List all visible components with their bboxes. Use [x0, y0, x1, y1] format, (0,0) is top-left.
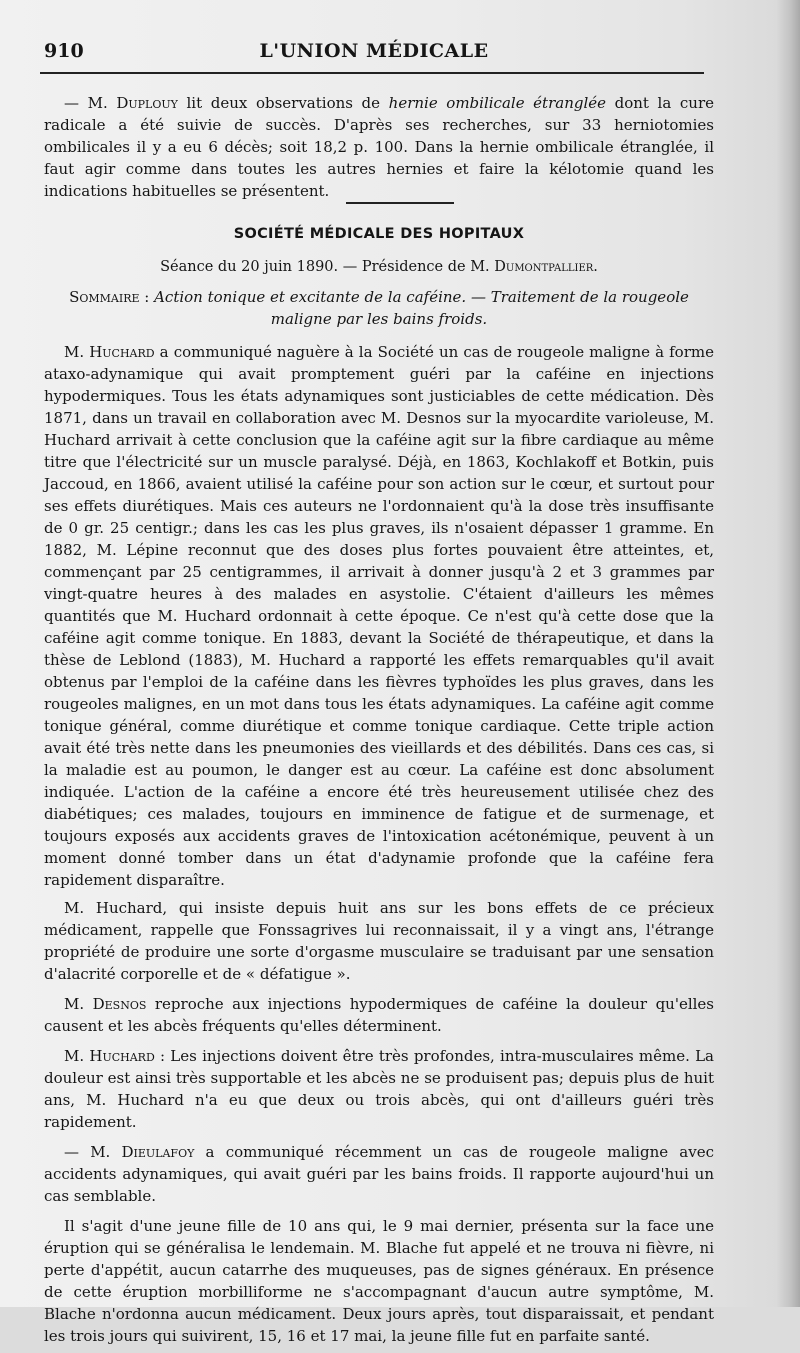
paragraph	[44, 897, 714, 985]
paragraph-speaker: M. Huchard	[64, 1047, 155, 1065]
summary-label: Sommaire	[69, 288, 140, 306]
header-rule	[40, 72, 704, 74]
page-number: 910	[44, 40, 84, 62]
intro-paragraph	[44, 92, 714, 202]
seance-prefix: Séance du 20 juin 1890. — Présidence de M.	[160, 259, 495, 275]
paragraph	[44, 1141, 714, 1207]
paragraph	[44, 993, 714, 1037]
body-text	[44, 341, 714, 1353]
page-gutter-shadow	[776, 0, 800, 1307]
paragraph	[44, 341, 714, 891]
summary-colon: :	[139, 288, 155, 306]
intro-italic: hernie ombilicale étranglée	[388, 94, 607, 112]
paragraph-text: a communiqué récemment un cas de rougeole maligne avec accidents adynamiques, qui avait guéri par les bains froids. Il rapporte aujourd'hui un cas semblable.	[44, 1143, 714, 1205]
section-title: SOCIÉTÉ MÉDICALE DES HOPITAUX	[233, 226, 525, 242]
paragraph	[44, 1045, 714, 1133]
president-name: Dumontpallier.	[494, 259, 598, 275]
intro-speaker: — M. Duplouy	[64, 94, 178, 112]
paragraph-text: reproche aux injections hypodermiques de caféine la douleur qu'elles causent et les abcès fréquents qu'elles déterminent.	[44, 995, 715, 1035]
summary-text: Action tonique et excitante de la caféine. — Traitement de la rougeole maligne par les bains froids.	[154, 288, 689, 328]
paragraph-speaker: M. Huchard	[64, 343, 155, 361]
running-title: L'UNION MÉDICALE	[259, 40, 489, 62]
intro-text-before: lit deux observations de	[177, 94, 389, 112]
paragraph-text: M. Huchard, qui insiste depuis huit ans sur les bons effets de ce précieux médicament, rappelle que Fonssagrives lui reconnaissait, il y a vingt ans, l'étrange propriété de produire une sorte d'orgasme musculaire se traduisant par une sensation d'alacrité corporelle et de « défatigue ».	[44, 899, 714, 983]
seance-line	[44, 259, 714, 275]
paragraph-text: Il s'agit d'une jeune fille de 10 ans qui, le 9 mai dernier, présenta sur la face une éruption qui se généralisa le lendemain. M. Blache fut appelé et ne trouva ni fièvre, ni perte d'appétit, aucun catarrhe des muqueuses, pas de signes généraux. En présence de cette éruption morbilliforme ne s'accompagnant d'aucun autre symptôme, M. Blache n'ordonna aucun médicament. Deux jours après, tout disparaissait, et pendant les trois jours qui suivirent, 15, 16 et 17 mai, la jeune fille fut en parfaite santé.	[44, 1217, 714, 1345]
paragraph-text: : Les injections doivent être très profondes, intra-musculaires même. La douleur est ainsi très supportable et les abcès ne se produisent pas; depuis plus de huit ans, M. Huchard n'a eu que deux ou trois abcès, qui ont d'ailleurs guéri très rapidement.	[44, 1047, 714, 1131]
paragraph-speaker: — M. Dieulafoy	[64, 1143, 195, 1161]
page-header	[44, 40, 704, 74]
intro-text-after: dont la cure radicale a été suivie de succès. D'après ses recherches, sur 33 herniotomies ombilicales il y a eu 6 décès; soit 18,2 p. 100. Dans la hernie ombilicale étranglée, il faut agir comme dans toutes les autres hernies et faire la kélotomie quand les indications habituelles se présentent.	[44, 94, 715, 200]
paragraph-speaker: M. Desnos	[64, 995, 147, 1013]
paragraph-text: a communiqué naguère à la Société un cas de rougeole maligne à forme ataxo-adynamique qui avait promptement guéri par la caféine en injections hypodermiques. Tous les états adynamiques sont justiciables de cette médication. Dès 1871, dans un travail en collaboration avec M. Desnos sur la myocardite varioleuse, M. Huchard arrivait à cette conclusion que la caféine agit sur la fibre cardiaque au même titre que l'électricité sur un muscle paralysé. Déjà, en 1863, Kochlakoff et Botkin, puis Jaccoud, en 1866, avaient utilisé la caféine pour son action sur le cœur, et surtout pour ses effets diurétiques. Mais ces auteurs ne l'ordonnaient qu'à la dose très insuffisante de 0 gr. 25 centigr.; dans les cas les plus graves, ils n'osaient dépasser 1 gramme. En 1882, M. Lépine reconnut que des doses plus fortes pouvaient être atteintes, et, commençant par 25 centigrammes, il arrivait à donner jusqu'à 2 et 3 grammes par vingt-quatre heures à des malades en asystolie. C'étaient d'ailleurs les mêmes quantités que M. Huchard ordonnait à cette époque. Ce n'est qu'à cette dose que la caféine agit comme tonique. En 1883, devant la Société de thérapeutique, et dans la thèse de Leblond (1883), M. Huchard a rapporté les effets remarquables qu'il avait obtenus par l'emploi de la caféine dans les fièvres typhoïdes les plus graves, dans les rougeoles malignes, en un mot dans tous les états adynamiques. La caféine agit comme tonique général, comme diurétique et comme tonique cardiaque. Cette triple action avait été très nette dans les pneumonies des vieillards et des débilités. Dans ces cas, si la maladie est au poumon, le danger est au cœur. La caféine est donc absolument indiquée. L'action de la caféine a encore été très heureusement utilisée chez des diabétiques; ces malades, toujours en imminence de fatigue et de surmenage, et toujours exposés aux accidents graves de l'intoxication acétonémique, peuvent à un moment donné tomber dans un état d'adynamie profonde que la caféine fera rapidement disparaître.	[44, 343, 714, 889]
section-divider	[346, 202, 454, 204]
summary	[44, 286, 714, 330]
paragraph	[44, 1215, 714, 1347]
